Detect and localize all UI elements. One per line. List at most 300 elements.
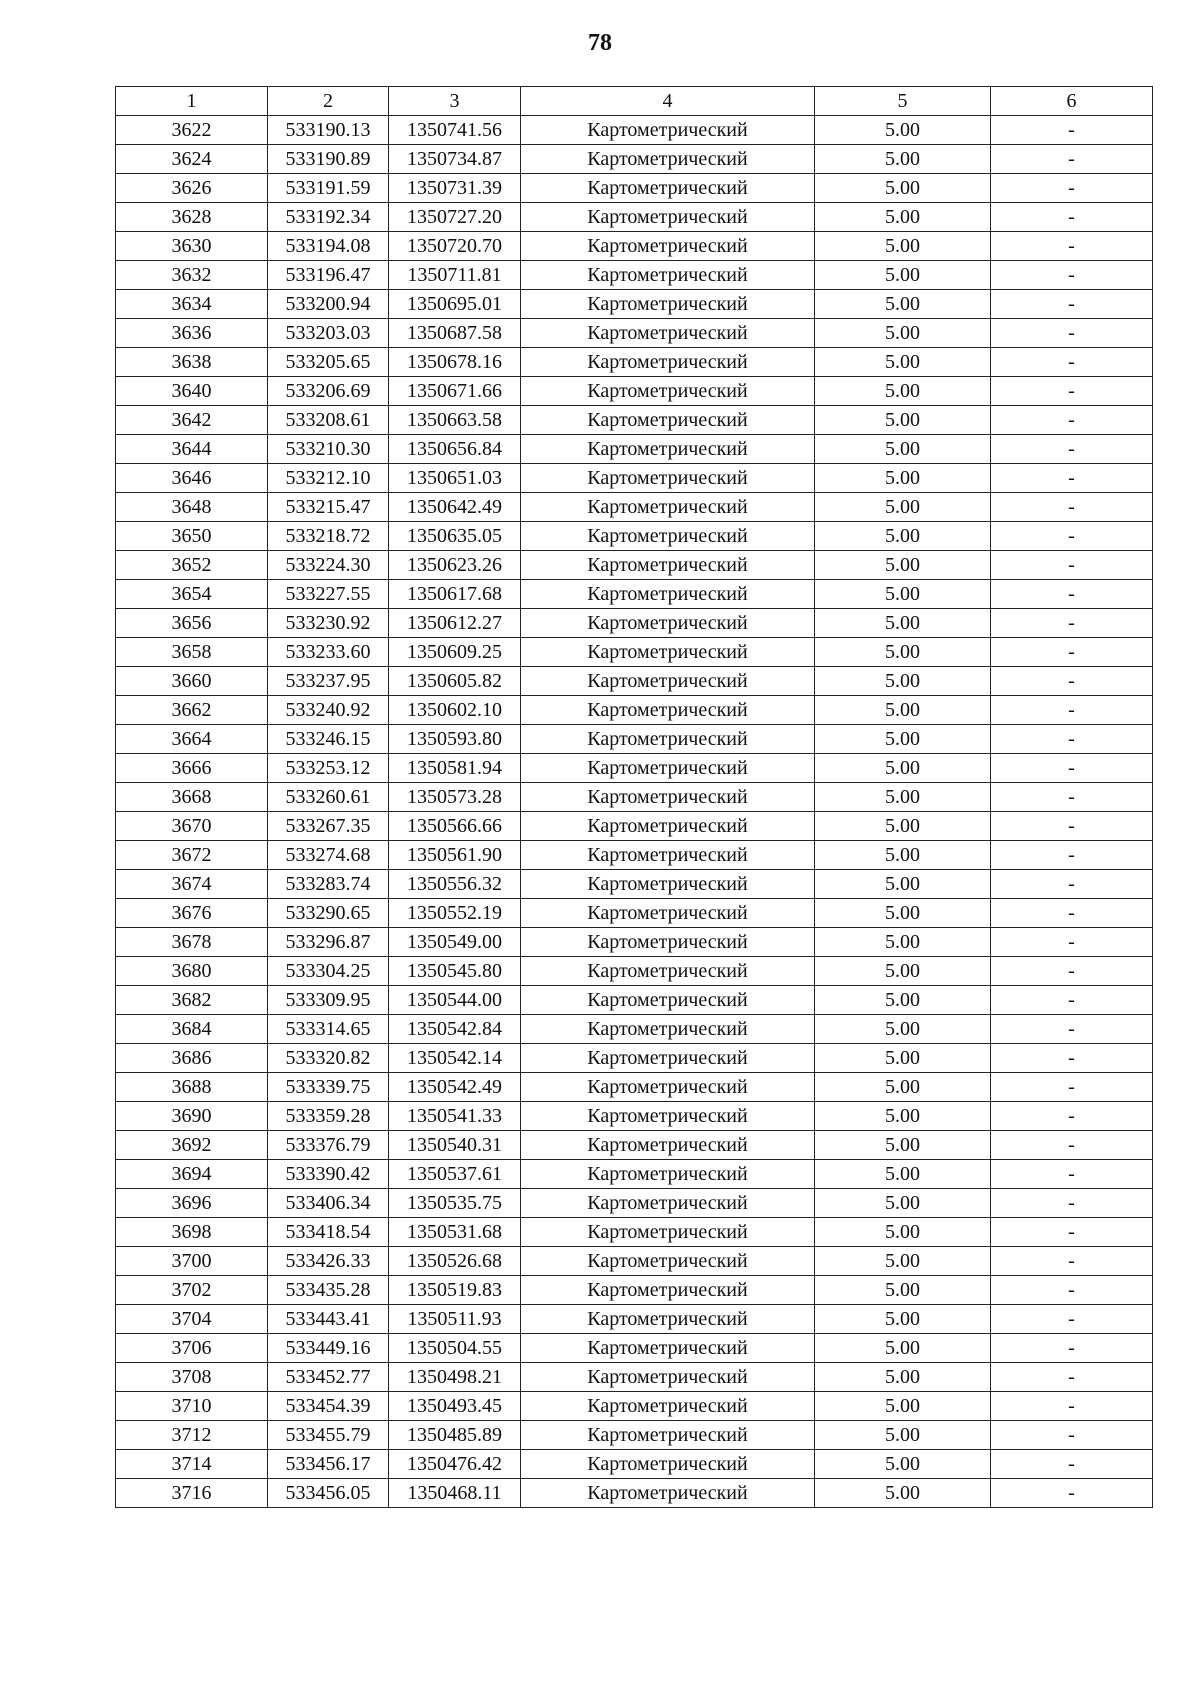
x-coordinate-cell: 533190.13: [268, 116, 389, 145]
table-row: [116, 667, 1153, 696]
x-coordinate-cell: 533218.72: [268, 522, 389, 551]
table-row: [116, 290, 1153, 319]
description-cell: -: [991, 319, 1153, 348]
accuracy-cell: 5.00: [815, 1102, 991, 1131]
table-row: [116, 116, 1153, 145]
y-coordinate-cell: 1350540.31: [389, 1131, 521, 1160]
x-coordinate-cell: 533304.25: [268, 957, 389, 986]
description-cell: -: [991, 957, 1153, 986]
x-coordinate-cell: 533283.74: [268, 870, 389, 899]
header-col-2: 2: [268, 87, 389, 116]
description-cell: -: [991, 1073, 1153, 1102]
method-cell: Картометрический: [521, 1305, 815, 1334]
accuracy-cell: 5.00: [815, 725, 991, 754]
description-cell: -: [991, 1421, 1153, 1450]
accuracy-cell: 5.00: [815, 1189, 991, 1218]
description-cell: -: [991, 928, 1153, 957]
method-cell: Картометрический: [521, 493, 815, 522]
method-cell: Картометрический: [521, 928, 815, 957]
accuracy-cell: 5.00: [815, 899, 991, 928]
accuracy-cell: 5.00: [815, 870, 991, 899]
table-row: [116, 1334, 1153, 1363]
description-cell: -: [991, 1131, 1153, 1160]
accuracy-cell: 5.00: [815, 928, 991, 957]
description-cell: -: [991, 754, 1153, 783]
y-coordinate-cell: 1350526.68: [389, 1247, 521, 1276]
method-cell: Картометрический: [521, 1363, 815, 1392]
point-number-cell: 3692: [116, 1131, 268, 1160]
x-coordinate-cell: 533406.34: [268, 1189, 389, 1218]
x-coordinate-cell: 533210.30: [268, 435, 389, 464]
y-coordinate-cell: 1350542.49: [389, 1073, 521, 1102]
point-number-cell: 3662: [116, 696, 268, 725]
point-number-cell: 3688: [116, 1073, 268, 1102]
table-row: [116, 1160, 1153, 1189]
table-row: [116, 1363, 1153, 1392]
x-coordinate-cell: 533240.92: [268, 696, 389, 725]
x-coordinate-cell: 533376.79: [268, 1131, 389, 1160]
method-cell: Картометрический: [521, 725, 815, 754]
y-coordinate-cell: 1350605.82: [389, 667, 521, 696]
x-coordinate-cell: 533426.33: [268, 1247, 389, 1276]
accuracy-cell: 5.00: [815, 377, 991, 406]
x-coordinate-cell: 533206.69: [268, 377, 389, 406]
method-cell: Картометрический: [521, 1015, 815, 1044]
y-coordinate-cell: 1350535.75: [389, 1189, 521, 1218]
description-cell: -: [991, 1015, 1153, 1044]
accuracy-cell: 5.00: [815, 609, 991, 638]
description-cell: -: [991, 725, 1153, 754]
table-row: [116, 1044, 1153, 1073]
y-coordinate-cell: 1350651.03: [389, 464, 521, 493]
accuracy-cell: 5.00: [815, 1044, 991, 1073]
y-coordinate-cell: 1350476.42: [389, 1450, 521, 1479]
description-cell: -: [991, 435, 1153, 464]
method-cell: Картометрический: [521, 870, 815, 899]
accuracy-cell: 5.00: [815, 1247, 991, 1276]
y-coordinate-cell: 1350612.27: [389, 609, 521, 638]
method-cell: Картометрический: [521, 1160, 815, 1189]
accuracy-cell: 5.00: [815, 493, 991, 522]
y-coordinate-cell: 1350566.66: [389, 812, 521, 841]
method-cell: Картометрический: [521, 290, 815, 319]
description-cell: -: [991, 1450, 1153, 1479]
description-cell: -: [991, 348, 1153, 377]
point-number-cell: 3656: [116, 609, 268, 638]
accuracy-cell: 5.00: [815, 203, 991, 232]
y-coordinate-cell: 1350556.32: [389, 870, 521, 899]
table-row: [116, 1218, 1153, 1247]
x-coordinate-cell: 533320.82: [268, 1044, 389, 1073]
point-number-cell: 3712: [116, 1421, 268, 1450]
accuracy-cell: 5.00: [815, 1218, 991, 1247]
y-coordinate-cell: 1350711.81: [389, 261, 521, 290]
table-row: [116, 1102, 1153, 1131]
point-number-cell: 3666: [116, 754, 268, 783]
description-cell: -: [991, 638, 1153, 667]
point-number-cell: 3632: [116, 261, 268, 290]
point-number-cell: 3628: [116, 203, 268, 232]
method-cell: Картометрический: [521, 1218, 815, 1247]
y-coordinate-cell: 1350573.28: [389, 783, 521, 812]
point-number-cell: 3642: [116, 406, 268, 435]
method-cell: Картометрический: [521, 783, 815, 812]
x-coordinate-cell: 533192.34: [268, 203, 389, 232]
x-coordinate-cell: 533205.65: [268, 348, 389, 377]
point-number-cell: 3714: [116, 1450, 268, 1479]
x-coordinate-cell: 533339.75: [268, 1073, 389, 1102]
point-number-cell: 3644: [116, 435, 268, 464]
method-cell: Картометрический: [521, 1247, 815, 1276]
point-number-cell: 3700: [116, 1247, 268, 1276]
y-coordinate-cell: 1350552.19: [389, 899, 521, 928]
y-coordinate-cell: 1350656.84: [389, 435, 521, 464]
x-coordinate-cell: 533260.61: [268, 783, 389, 812]
y-coordinate-cell: 1350511.93: [389, 1305, 521, 1334]
description-cell: -: [991, 1044, 1153, 1073]
point-number-cell: 3650: [116, 522, 268, 551]
table-row: [116, 406, 1153, 435]
description-cell: -: [991, 899, 1153, 928]
point-number-cell: 3670: [116, 812, 268, 841]
x-coordinate-cell: 533390.42: [268, 1160, 389, 1189]
table-row: [116, 435, 1153, 464]
x-coordinate-cell: 533190.89: [268, 145, 389, 174]
point-number-cell: 3676: [116, 899, 268, 928]
table-row: [116, 870, 1153, 899]
method-cell: Картометрический: [521, 1479, 815, 1508]
y-coordinate-cell: 1350671.66: [389, 377, 521, 406]
accuracy-cell: 5.00: [815, 1421, 991, 1450]
table-row: [116, 319, 1153, 348]
accuracy-cell: 5.00: [815, 667, 991, 696]
method-cell: Картометрический: [521, 841, 815, 870]
method-cell: Картометрический: [521, 319, 815, 348]
table-row: [116, 725, 1153, 754]
y-coordinate-cell: 1350485.89: [389, 1421, 521, 1450]
x-coordinate-cell: 533456.17: [268, 1450, 389, 1479]
accuracy-cell: 5.00: [815, 319, 991, 348]
accuracy-cell: 5.00: [815, 1479, 991, 1508]
y-coordinate-cell: 1350663.58: [389, 406, 521, 435]
point-number-cell: 3648: [116, 493, 268, 522]
table-row: [116, 609, 1153, 638]
description-cell: -: [991, 1218, 1153, 1247]
description-cell: -: [991, 261, 1153, 290]
point-number-cell: 3698: [116, 1218, 268, 1247]
description-cell: -: [991, 986, 1153, 1015]
y-coordinate-cell: 1350642.49: [389, 493, 521, 522]
accuracy-cell: 5.00: [815, 1363, 991, 1392]
y-coordinate-cell: 1350498.21: [389, 1363, 521, 1392]
point-number-cell: 3704: [116, 1305, 268, 1334]
table-row: [116, 580, 1153, 609]
accuracy-cell: 5.00: [815, 174, 991, 203]
description-cell: -: [991, 812, 1153, 841]
x-coordinate-cell: 533359.28: [268, 1102, 389, 1131]
method-cell: Картометрический: [521, 1189, 815, 1218]
accuracy-cell: 5.00: [815, 783, 991, 812]
description-cell: -: [991, 1160, 1153, 1189]
method-cell: Картометрический: [521, 1102, 815, 1131]
y-coordinate-cell: 1350493.45: [389, 1392, 521, 1421]
description-cell: -: [991, 551, 1153, 580]
description-cell: -: [991, 696, 1153, 725]
accuracy-cell: 5.00: [815, 551, 991, 580]
coordinates-table: [115, 86, 1153, 1508]
accuracy-cell: 5.00: [815, 957, 991, 986]
method-cell: Картометрический: [521, 957, 815, 986]
accuracy-cell: 5.00: [815, 1073, 991, 1102]
accuracy-cell: 5.00: [815, 261, 991, 290]
accuracy-cell: 5.00: [815, 812, 991, 841]
description-cell: -: [991, 1102, 1153, 1131]
point-number-cell: 3660: [116, 667, 268, 696]
method-cell: Картометрический: [521, 1073, 815, 1102]
x-coordinate-cell: 533191.59: [268, 174, 389, 203]
method-cell: Картометрический: [521, 1044, 815, 1073]
description-cell: -: [991, 1479, 1153, 1508]
x-coordinate-cell: 533253.12: [268, 754, 389, 783]
point-number-cell: 3646: [116, 464, 268, 493]
x-coordinate-cell: 533194.08: [268, 232, 389, 261]
table-row: [116, 145, 1153, 174]
y-coordinate-cell: 1350519.83: [389, 1276, 521, 1305]
method-cell: Картометрический: [521, 551, 815, 580]
description-cell: -: [991, 116, 1153, 145]
table-row: [116, 493, 1153, 522]
y-coordinate-cell: 1350695.01: [389, 290, 521, 319]
description-cell: -: [991, 232, 1153, 261]
accuracy-cell: 5.00: [815, 406, 991, 435]
x-coordinate-cell: 533230.92: [268, 609, 389, 638]
x-coordinate-cell: 533418.54: [268, 1218, 389, 1247]
method-cell: Картометрический: [521, 116, 815, 145]
description-cell: -: [991, 870, 1153, 899]
x-coordinate-cell: 533309.95: [268, 986, 389, 1015]
description-cell: -: [991, 464, 1153, 493]
method-cell: Картометрический: [521, 435, 815, 464]
method-cell: Картометрический: [521, 667, 815, 696]
point-number-cell: 3658: [116, 638, 268, 667]
table-row: [116, 203, 1153, 232]
method-cell: Картометрический: [521, 754, 815, 783]
accuracy-cell: 5.00: [815, 1276, 991, 1305]
description-cell: -: [991, 609, 1153, 638]
x-coordinate-cell: 533267.35: [268, 812, 389, 841]
y-coordinate-cell: 1350504.55: [389, 1334, 521, 1363]
description-cell: -: [991, 290, 1153, 319]
description-cell: -: [991, 377, 1153, 406]
table-row: [116, 1450, 1153, 1479]
table-row: [116, 522, 1153, 551]
x-coordinate-cell: 533200.94: [268, 290, 389, 319]
point-number-cell: 3702: [116, 1276, 268, 1305]
description-cell: -: [991, 580, 1153, 609]
x-coordinate-cell: 533208.61: [268, 406, 389, 435]
table-row: [116, 551, 1153, 580]
accuracy-cell: 5.00: [815, 522, 991, 551]
table-row: [116, 1189, 1153, 1218]
point-number-cell: 3672: [116, 841, 268, 870]
point-number-cell: 3696: [116, 1189, 268, 1218]
description-cell: -: [991, 522, 1153, 551]
method-cell: Картометрический: [521, 812, 815, 841]
y-coordinate-cell: 1350531.68: [389, 1218, 521, 1247]
x-coordinate-cell: 533212.10: [268, 464, 389, 493]
x-coordinate-cell: 533296.87: [268, 928, 389, 957]
method-cell: Картометрический: [521, 261, 815, 290]
method-cell: Картометрический: [521, 1131, 815, 1160]
point-number-cell: 3640: [116, 377, 268, 406]
method-cell: Картометрический: [521, 348, 815, 377]
accuracy-cell: 5.00: [815, 1392, 991, 1421]
method-cell: Картометрический: [521, 609, 815, 638]
x-coordinate-cell: 533203.03: [268, 319, 389, 348]
table-row: [116, 928, 1153, 957]
accuracy-cell: 5.00: [815, 1131, 991, 1160]
method-cell: Картометрический: [521, 899, 815, 928]
accuracy-cell: 5.00: [815, 464, 991, 493]
description-cell: -: [991, 1276, 1153, 1305]
y-coordinate-cell: 1350581.94: [389, 754, 521, 783]
description-cell: -: [991, 1189, 1153, 1218]
table-row: [116, 696, 1153, 725]
description-cell: -: [991, 174, 1153, 203]
point-number-cell: 3654: [116, 580, 268, 609]
y-coordinate-cell: 1350549.00: [389, 928, 521, 957]
table-row: [116, 1073, 1153, 1102]
x-coordinate-cell: 533290.65: [268, 899, 389, 928]
header-col-4: 4: [521, 87, 815, 116]
method-cell: Картометрический: [521, 522, 815, 551]
point-number-cell: 3690: [116, 1102, 268, 1131]
x-coordinate-cell: 533314.65: [268, 1015, 389, 1044]
y-coordinate-cell: 1350734.87: [389, 145, 521, 174]
y-coordinate-cell: 1350593.80: [389, 725, 521, 754]
x-coordinate-cell: 533455.79: [268, 1421, 389, 1450]
table-body: [116, 116, 1153, 1508]
header-col-6: 6: [991, 87, 1153, 116]
table-row: [116, 899, 1153, 928]
point-number-cell: 3630: [116, 232, 268, 261]
accuracy-cell: 5.00: [815, 638, 991, 667]
table-row: [116, 377, 1153, 406]
y-coordinate-cell: 1350468.11: [389, 1479, 521, 1508]
table-row: [116, 348, 1153, 377]
y-coordinate-cell: 1350609.25: [389, 638, 521, 667]
table-row: [116, 1479, 1153, 1508]
accuracy-cell: 5.00: [815, 232, 991, 261]
point-number-cell: 3684: [116, 1015, 268, 1044]
method-cell: Картометрический: [521, 986, 815, 1015]
accuracy-cell: 5.00: [815, 1334, 991, 1363]
x-coordinate-cell: 533227.55: [268, 580, 389, 609]
method-cell: Картометрический: [521, 1450, 815, 1479]
y-coordinate-cell: 1350727.20: [389, 203, 521, 232]
y-coordinate-cell: 1350544.00: [389, 986, 521, 1015]
point-number-cell: 3708: [116, 1363, 268, 1392]
method-cell: Картометрический: [521, 696, 815, 725]
accuracy-cell: 5.00: [815, 754, 991, 783]
accuracy-cell: 5.00: [815, 1450, 991, 1479]
point-number-cell: 3680: [116, 957, 268, 986]
table-row: [116, 783, 1153, 812]
y-coordinate-cell: 1350561.90: [389, 841, 521, 870]
accuracy-cell: 5.00: [815, 348, 991, 377]
y-coordinate-cell: 1350678.16: [389, 348, 521, 377]
description-cell: -: [991, 1247, 1153, 1276]
point-number-cell: 3682: [116, 986, 268, 1015]
point-number-cell: 3674: [116, 870, 268, 899]
method-cell: Картометрический: [521, 1334, 815, 1363]
point-number-cell: 3716: [116, 1479, 268, 1508]
y-coordinate-cell: 1350687.58: [389, 319, 521, 348]
point-number-cell: 3622: [116, 116, 268, 145]
x-coordinate-cell: 533224.30: [268, 551, 389, 580]
table-row: [116, 1131, 1153, 1160]
accuracy-cell: 5.00: [815, 1015, 991, 1044]
y-coordinate-cell: 1350623.26: [389, 551, 521, 580]
accuracy-cell: 5.00: [815, 116, 991, 145]
x-coordinate-cell: 533452.77: [268, 1363, 389, 1392]
point-number-cell: 3626: [116, 174, 268, 203]
table-row: [116, 1276, 1153, 1305]
description-cell: -: [991, 841, 1153, 870]
table-row: [116, 1421, 1153, 1450]
x-coordinate-cell: 533215.47: [268, 493, 389, 522]
header-col-1: 1: [116, 87, 268, 116]
method-cell: Картометрический: [521, 464, 815, 493]
description-cell: -: [991, 406, 1153, 435]
point-number-cell: 3706: [116, 1334, 268, 1363]
description-cell: -: [991, 1334, 1153, 1363]
point-number-cell: 3664: [116, 725, 268, 754]
description-cell: -: [991, 145, 1153, 174]
accuracy-cell: 5.00: [815, 435, 991, 464]
description-cell: -: [991, 783, 1153, 812]
header-col-3: 3: [389, 87, 521, 116]
method-cell: Картометрический: [521, 377, 815, 406]
y-coordinate-cell: 1350541.33: [389, 1102, 521, 1131]
point-number-cell: 3638: [116, 348, 268, 377]
header-col-5: 5: [815, 87, 991, 116]
accuracy-cell: 5.00: [815, 580, 991, 609]
x-coordinate-cell: 533456.05: [268, 1479, 389, 1508]
description-cell: -: [991, 493, 1153, 522]
table-row: [116, 812, 1153, 841]
y-coordinate-cell: 1350731.39: [389, 174, 521, 203]
x-coordinate-cell: 533435.28: [268, 1276, 389, 1305]
method-cell: Картометрический: [521, 1392, 815, 1421]
table-row: [116, 754, 1153, 783]
table-row: [116, 1305, 1153, 1334]
accuracy-cell: 5.00: [815, 145, 991, 174]
y-coordinate-cell: 1350602.10: [389, 696, 521, 725]
table-row: [116, 232, 1153, 261]
accuracy-cell: 5.00: [815, 841, 991, 870]
description-cell: -: [991, 1363, 1153, 1392]
x-coordinate-cell: 533233.60: [268, 638, 389, 667]
description-cell: -: [991, 1392, 1153, 1421]
y-coordinate-cell: 1350542.84: [389, 1015, 521, 1044]
y-coordinate-cell: 1350635.05: [389, 522, 521, 551]
point-number-cell: 3686: [116, 1044, 268, 1073]
description-cell: -: [991, 1305, 1153, 1334]
x-coordinate-cell: 533274.68: [268, 841, 389, 870]
page-number: 78: [588, 30, 612, 56]
description-cell: -: [991, 203, 1153, 232]
